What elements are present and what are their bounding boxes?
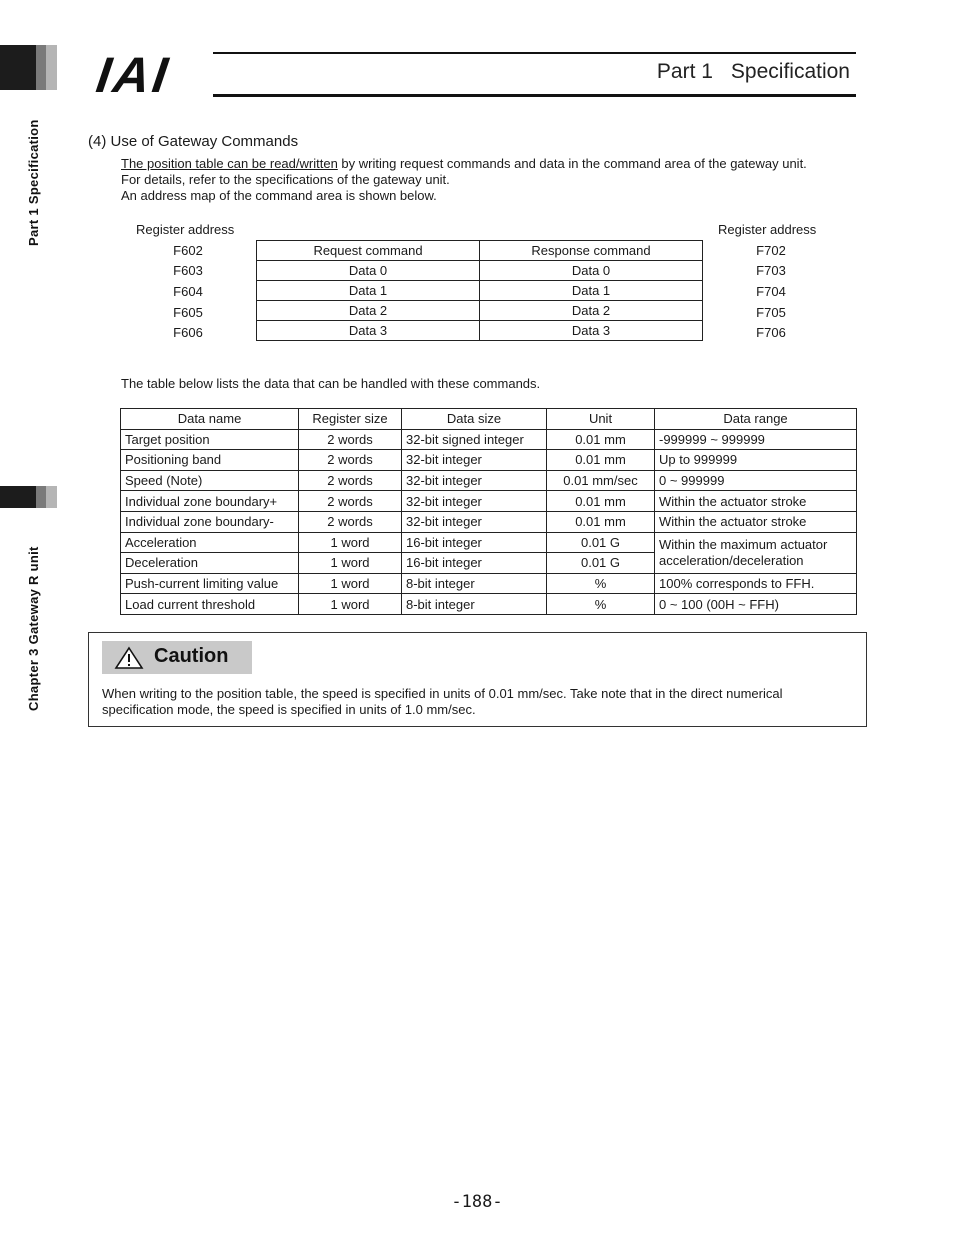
table-cell: 0.01 mm (547, 491, 655, 512)
table-cell: Speed (Note) (121, 470, 299, 491)
table-cell: 0.01 G (547, 553, 655, 574)
table-cell: 100% corresponds to FFH. (655, 573, 857, 594)
table-row (121, 429, 857, 450)
caution-line-2: specification mode, the speed is specified in units of 1.0 mm/sec. (102, 702, 476, 717)
section-heading: (4) Use of Gateway Commands (88, 133, 299, 150)
table-row (121, 470, 857, 491)
page-number: -188- (451, 1192, 503, 1212)
table-cell: Load current threshold (121, 594, 299, 615)
intro-paragraph (121, 156, 807, 172)
right-address: F703 (756, 263, 786, 278)
table-cell: Individual zone boundary- (121, 511, 299, 532)
table-cell: Positioning band (121, 450, 299, 471)
side-tab-block-chapter (0, 486, 57, 508)
request-cell: Data 3 (257, 321, 480, 341)
table-cell: Push-current limiting value (121, 573, 299, 594)
response-cell: Response command (480, 241, 703, 261)
left-address: F605 (173, 305, 203, 320)
range-line-1: Within the maximum actuator (659, 536, 828, 552)
table-cell: 8-bit integer (402, 594, 547, 615)
table-cell-merged (655, 532, 857, 573)
map-row (257, 261, 703, 281)
table-cell: 32-bit integer (402, 470, 547, 491)
table-cell: 16-bit integer (402, 553, 547, 574)
table-cell: 1 word (299, 553, 402, 574)
command-address-map (256, 240, 703, 341)
right-address: F702 (756, 243, 786, 258)
intro-line-2: For details, refer to the specifications of the gateway unit. (121, 172, 450, 187)
column-header: Unit (547, 409, 655, 430)
side-tab-block-top (0, 45, 57, 90)
request-cell: Data 2 (257, 301, 480, 321)
right-address: F706 (756, 325, 786, 340)
table-cell: Acceleration (121, 532, 299, 553)
table-cell: 0.01 mm (547, 511, 655, 532)
table-cell: % (547, 594, 655, 615)
response-cell: Data 2 (480, 301, 703, 321)
table-header-row (121, 409, 857, 430)
table-cell: 1 word (299, 532, 402, 553)
caution-line-1: When writing to the position table, the speed is specified in units of 0.01 mm/sec. Take note that in the direct numerical (102, 686, 783, 701)
map-row (257, 281, 703, 301)
table-cell: Target position (121, 429, 299, 450)
left-address: F606 (173, 325, 203, 340)
table-cell: Individual zone boundary+ (121, 491, 299, 512)
table-cell: 0.01 mm (547, 450, 655, 471)
iai-logo: IAI (93, 47, 174, 103)
column-header: Data name (121, 409, 299, 430)
right-address: F704 (756, 284, 786, 299)
table-cell: 2 words (299, 491, 402, 512)
table-cell: 2 words (299, 470, 402, 491)
caution-box (88, 632, 867, 727)
table-cell: Within the actuator stroke (655, 511, 857, 532)
table-cell: 1 word (299, 573, 402, 594)
table-cell: -999999 ~ 999999 (655, 429, 857, 450)
table-cell: Within the actuator stroke (655, 491, 857, 512)
response-cell: Data 0 (480, 261, 703, 281)
table-row (121, 450, 857, 471)
table-cell: Deceleration (121, 553, 299, 574)
part-label: Part 1 (656, 60, 713, 83)
table-cell: 32-bit signed integer (402, 429, 547, 450)
register-address-left-header: Register address (136, 222, 235, 237)
side-tab-label-part: Part 1 Specification (26, 119, 41, 246)
table-cell: 32-bit integer (402, 491, 547, 512)
table-cell: 0.01 G (547, 532, 655, 553)
page-title (657, 60, 850, 84)
map-row (257, 241, 703, 261)
warning-triangle-icon (114, 646, 144, 670)
left-address: F604 (173, 284, 203, 299)
table-cell: 2 words (299, 429, 402, 450)
table-cell: 0.01 mm/sec (547, 470, 655, 491)
table-row (121, 491, 857, 512)
data-table (120, 408, 857, 615)
table-cell: 2 words (299, 450, 402, 471)
table-intro: The table below lists the data that can be handled with these commands. (121, 376, 541, 391)
right-address: F705 (756, 305, 786, 320)
left-address: F603 (173, 263, 203, 278)
caution-text (102, 686, 852, 718)
intro-underlined-text: The position table can be read/written (121, 156, 338, 171)
map-row (257, 321, 703, 341)
header-rule-bottom (213, 94, 856, 97)
response-cell: Data 1 (480, 281, 703, 301)
column-header: Data range (655, 409, 857, 430)
column-header: Register size (299, 409, 402, 430)
table-cell: 16-bit integer (402, 532, 547, 553)
section-title: Specification (730, 60, 850, 83)
table-row (121, 511, 857, 532)
register-address-right-header: Register address (718, 222, 817, 237)
table-row (121, 594, 857, 615)
caution-label: Caution (154, 645, 229, 667)
header-rule-top (213, 52, 856, 54)
table-row (121, 532, 857, 553)
left-address: F602 (173, 243, 203, 258)
table-cell: 0 ~ 999999 (655, 470, 857, 491)
request-cell: Data 1 (257, 281, 480, 301)
table-cell: 0 ~ 100 (00H ~ FFH) (655, 594, 857, 615)
table-cell: 0.01 mm (547, 429, 655, 450)
table-cell: % (547, 573, 655, 594)
column-header: Data size (402, 409, 547, 430)
request-cell: Data 0 (257, 261, 480, 281)
table-cell: 1 word (299, 594, 402, 615)
caution-badge (102, 641, 252, 674)
request-cell: Request command (257, 241, 480, 261)
table-cell: Up to 999999 (655, 450, 857, 471)
table-cell: 2 words (299, 511, 402, 532)
table-cell: 32-bit integer (402, 450, 547, 471)
intro-rest-text: by writing request commands and data in the command area of the gateway unit. (337, 156, 807, 171)
table-row (121, 573, 857, 594)
side-tab-label-chapter: Chapter 3 Gateway R unit (26, 546, 41, 711)
response-cell: Data 3 (480, 321, 703, 341)
range-line-2: acceleration/deceleration (659, 552, 804, 568)
map-row (257, 301, 703, 321)
table-cell: 32-bit integer (402, 511, 547, 532)
table-cell: 8-bit integer (402, 573, 547, 594)
intro-line-3: An address map of the command area is shown below. (121, 188, 437, 203)
